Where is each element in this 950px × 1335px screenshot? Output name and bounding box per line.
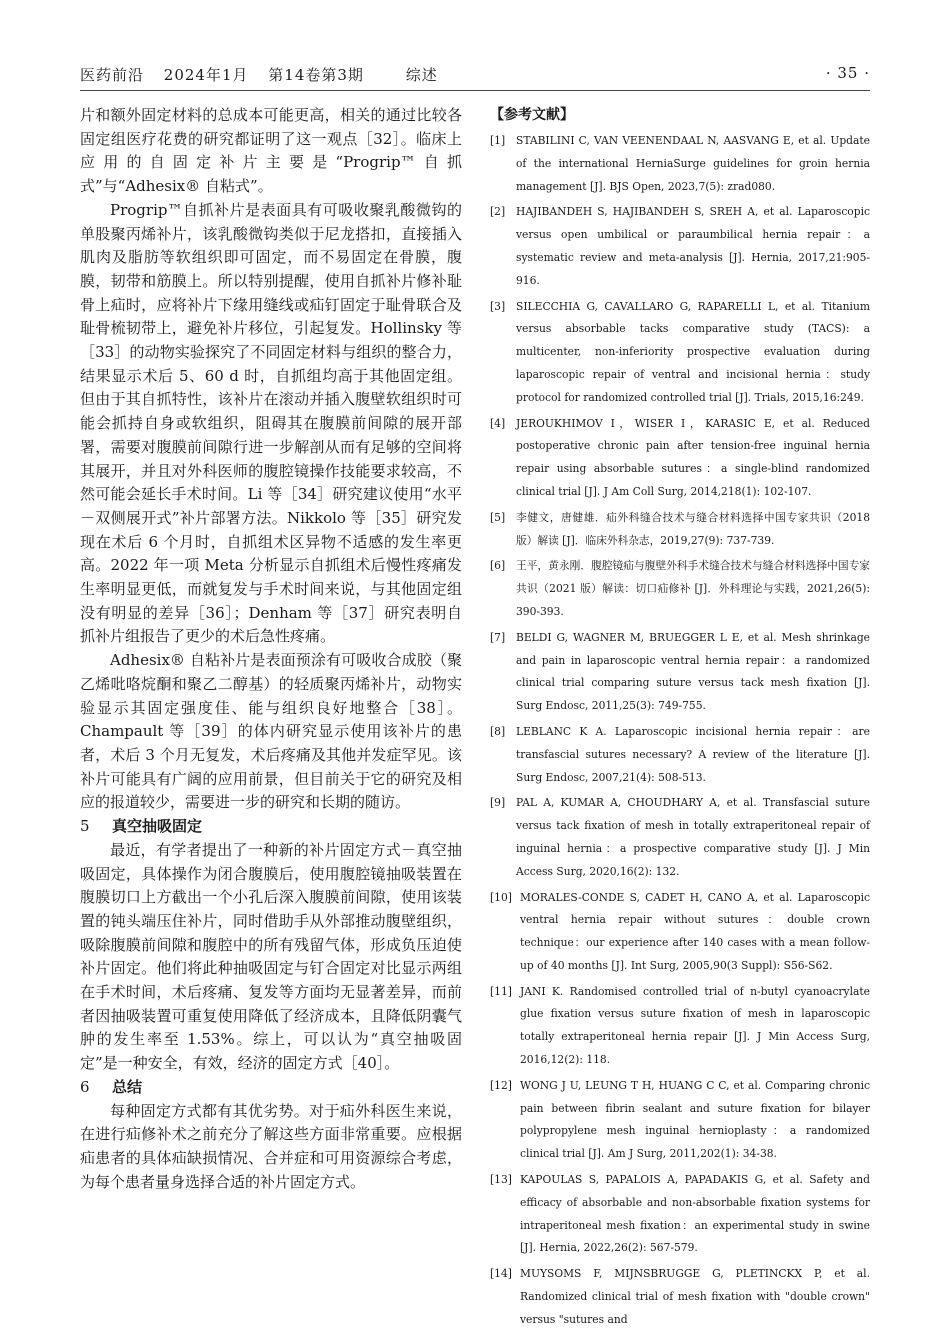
running-header: [80, 64, 870, 86]
paragraph-1: 片和额外固定材料的总成本可能更高，相关的通过比较各固定组医疗花费的研究都证明了这一观点［32］。临床上应用的自固定补片主要是“Progrip™自抓式”与“Adhesix® 自粘式”。: [80, 106, 462, 196]
reference-text: BELDI G, WAGNER M, BRUEGGER L E, et al. Mesh shrinkage and pain in laparoscopic ventral hernia repair：a randomized clinical trial comparing suture versus tack mesh fixation [J]. Surg Endosc, 2011,25(3): 749-755.: [516, 630, 870, 713]
reference-text: SILECCHIA G, CAVALLARO G, RAPARELLI L, et al. Titanium versus absorbable tacks comparative study (TACS): a multicenter, non-inferiority prospective evaluation during laparoscopic repair of ventral and incisional hernia：study protocol for randomized controlled trial [J]. Trials, 2015,16:249.: [516, 299, 870, 404]
issue-date: 2024年1月: [163, 66, 249, 84]
references-title: 【参考文献】: [490, 107, 574, 123]
reference-text: 李健文，唐健雄．疝外科缝合技术与缝合材料选择中国专家共识（2018 版）解读 [J]．临床外科杂志，2019,27(9): 737-739.: [516, 510, 870, 547]
reference-text: JANI K. Randomised controlled trial of n-butyl cyanoacrylate glue fixation versus suture fixation of mesh in laparoscopic totally extraperitoneal hernia repair [J]. J Min Access Surg, 2016,12(2): 118.: [520, 984, 870, 1067]
section-heading-6: [80, 1076, 462, 1100]
section-heading-5: [80, 815, 462, 839]
reference-text: LEBLANC K A. Laparoscopic incisional hernia repair：are transfascial sutures necessary? A review of the literature [J]. Surg Endosc, 2007,21(4): 508-513.: [516, 724, 870, 784]
reference-number: [9]: [490, 796, 506, 810]
page-number: · 35 ·: [825, 64, 870, 82]
section-title: 总结: [112, 1077, 143, 1096]
reference-item: [490, 413, 870, 504]
reference-item: [490, 1075, 870, 1166]
reference-item: [490, 627, 870, 718]
paragraph-adhesix: Adhesix® 自粘补片是表面预涂有可吸收合成胶（聚乙烯吡咯烷酮和聚乙二醇基）的轻质聚丙烯补片，动物实验显示其固定强度佳、能与组织良好地整合［38］。Champault 等［39］的体内研究显示使用该补片的患者，术后 3 个月无复发，术后疼痛及其他并发症罕见。该补片可能具有广阔的应用前景，但目前关于它的研究及相应的报道较少，需要进一步的研究和长期的随访。: [80, 651, 462, 812]
reference-number: [6]: [490, 559, 506, 573]
reference-item: [490, 981, 870, 1072]
reference-number: [7]: [490, 630, 506, 644]
reference-item: [490, 555, 870, 623]
reference-text: 王平，黄永刚．腹腔镜疝与腹壁外科手术缝合技术与缝合材料选择中国专家共识（2021 版）解读：切口疝修补 [J]．外科理论与实践，2021,26(5): 390-393.: [516, 559, 870, 618]
reference-text: STABILINI C, VAN VEENENDAAL N, AASVANG E, et al. Update of the international HerniaSurge guidelines for groin hernia management [J]. BJS Open, 2023,7(5): zrad080.: [516, 134, 870, 193]
header-left: [80, 64, 452, 85]
reference-number: [2]: [490, 205, 506, 219]
reference-text: MUYSOMS F, MIJNSBRUGGE G, PLETINCKX P, et al. Randomized clinical trial of mesh fixation with "double crown" versus "sutures and: [520, 1267, 870, 1326]
reference-number: [13]: [490, 1173, 512, 1187]
reference-item: [490, 792, 870, 883]
reference-number: [5]: [490, 510, 506, 524]
reference-text: WONG J U, LEUNG T H, HUANG C C, et al. Comparing chronic pain between fibrin sealant and suture fixation for bilayer polypropylene mesh inguinal hernioplasty：a randomized clinical trial [J]. Am J Surg, 2011,202(1): 34-38.: [520, 1078, 870, 1161]
reference-number: [14]: [490, 1267, 512, 1281]
reference-number: [12]: [490, 1078, 512, 1092]
section-name: 综述: [405, 66, 438, 84]
section-number: 6: [80, 1077, 90, 1096]
reference-number: [8]: [490, 724, 506, 738]
reference-list: [490, 130, 870, 1332]
reference-number: [10]: [490, 890, 512, 904]
reference-item: [490, 1263, 870, 1331]
reference-number: [4]: [490, 416, 506, 430]
body-text-column: [80, 104, 462, 1194]
reference-number: [3]: [490, 299, 506, 313]
paragraph-progrip: Progrip™自抓补片是表面具有可吸收聚乳酸微钩的单股聚丙烯补片，该乳酸微钩类似于尼龙搭扣，直接插入肌肉及脂肪等软组织即可固定，而不易固定在骨膜，腹膜，韧带和筋膜上。所以特别提醒，使用自抓补片修补耻骨上疝时，应将补片下缘用缝线或疝钉固定于耻骨联合及耻骨梳韧带上，避免补片移位，引起复发。Hollinsky 等［33］的动物实验探究了不同固定材料与组织的整合力，结果显示术后 5、60 d 时，自抓组均高于其他固定组。但由于其自抓特性，该补片在滚动并插入腹壁软组织时可能会抓持自身或软组织，阻碍其在腹膜前间隙的展开部署，需要对腹膜前间隙行进一步解剖从而有足够的空间将其展开，并且对外科医师的腹腔镜操作技能要求较高，不然可能会延长手术时间。Li 等［34］研究建议使用“水平－双侧展开式”补片部署方法。Nikkolo 等［35］研究发现在术后 6 个月时，自抓组术区异物不适感的发生率更高。2022 年一项 Meta 分析显示自抓组术后慢性疼痛发生率明显更低，而就复发与手术时间来说，与其他固定组没有明显的差异［36］；Denham 等［37］研究表明自抓补片组报告了更少的术后急性疼痛。: [80, 200, 462, 646]
reference-text: KAPOULAS S, PAPALOIS A, PAPADAKIS G, et al. Safety and efficacy of absorbable and non-absorbable fixation systems for intraperitoneal mesh fixation：an experimental study in swine [J]. Hernia, 2022,26(2): 567-579.: [520, 1173, 870, 1255]
reference-item: [490, 721, 870, 789]
reference-item: [490, 507, 870, 553]
paragraph-vacuum: 最近，有学者提出了一种新的补片固定方式－真空抽吸固定，具体操作为闭合腹膜后，使用腹腔镜抽吸装置在腹膜切口上方截出一个小孔后深入腹膜前间隙，使用该装置的钝头端压住补片，同时借助手从外部推动腹壁组织，吸除腹膜前间隙和腹腔中的所有残留气体，形成负压迫使补片固定。他们将此种抽吸固定与钉合固定对比显示两组在手术时间，术后疼痛、复发等方面均无显著差异，而前者因抽吸装置可重复使用降低了经济成本，且降低阴囊气肿的发生率至 1.53%。综上，可以认为“真空抽吸固定”是一种安全，有效，经济的固定方式［40］。: [80, 840, 462, 1073]
references-column: [490, 104, 870, 1335]
volume-info: 第14卷第3期: [268, 66, 364, 84]
reference-item: [490, 130, 870, 198]
reference-item: [490, 201, 870, 292]
reference-number: [11]: [490, 984, 512, 998]
reference-item: [490, 1169, 870, 1260]
reference-text: HAJIBANDEH S, HAJIBANDEH S, SREH A, et al. Laparoscopic versus open umbilical or paraumbilical hernia repair：a systematic review and meta-analysis [J]. Hernia, 2017,21:905-916.: [516, 205, 870, 287]
journal-name: 医药前沿: [80, 66, 145, 84]
paragraph-summary: 每种固定方式都有其优劣势。对于疝外科医生来说，在进行疝修补术之前充分了解这些方面非常重要。应根据疝患者的具体疝缺损情况、合并症和可用资源综合考虑，为每个患者量身选择合适的补片固定方式。: [80, 1101, 462, 1191]
reference-text: MORALES-CONDE S, CADET H, CANO A, et al. Laparoscopic ventral hernia repair without sutures：double crown technique：our experience after 140 cases with a mean follow-up of 40 months [J]. Int Surg, 2005,90(3 Suppl): S56-S62.: [520, 890, 870, 972]
section-number: 5: [80, 817, 90, 836]
reference-text: PAL A, KUMAR A, CHOUDHARY A, et al. Transfascial suture versus tack fixation of mesh in totally extraperitoneal repair of inguinal hernia：a prospective comparative study [J]. J Min Access Surg, 2020,16(2): 132.: [516, 796, 870, 878]
reference-text: JEROUKHIMOV I，WISER I，KARASIC E, et al. Reduced postoperative chronic pain after tension-free inguinal hernia repair using absorbable sutures：a single-blind randomized clinical trial [J]. J Am Coll Surg, 2014,218(1): 102-107.: [516, 416, 870, 498]
reference-item: [490, 887, 870, 978]
header-rule: [80, 90, 870, 91]
section-title: 真空抽吸固定: [112, 817, 203, 836]
reference-number: [1]: [490, 134, 506, 147]
reference-item: [490, 296, 870, 410]
